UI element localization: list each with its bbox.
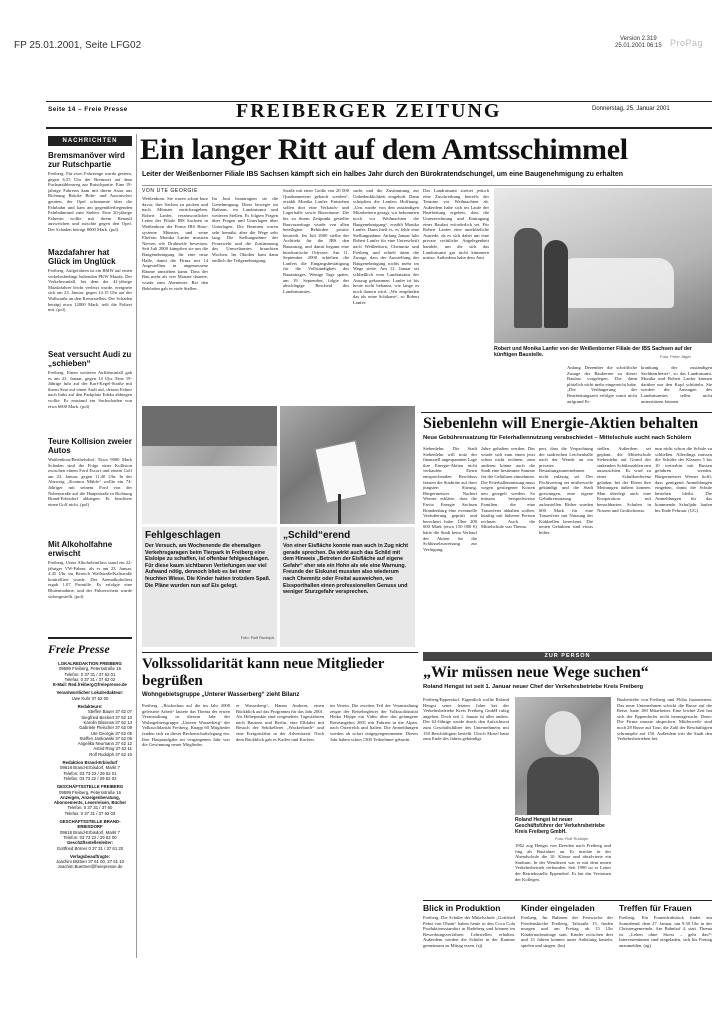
lead-col1: Weißenborn. Sie waren schon kurz davor, ihre Sachen zu packen und nach Münster zurückzugehen. Robert Lanfer, verantwortlicher Leiter der Filiale IBS Sachsen in Weißenborn der Firma IBS Büro-systeme Münster, und seine Ehefrau Monika Lanfer mussten Nerven wie Drahtseile beweisen. Seit Juli 2000 kämpften sie um die Baugenehmigung für eine neue Halle, damit die Firma mit 14 Angestellten in angemessene Räume umziehen kann. Dass der Bau mehr als vier Monate dauerte, wurde zum Abenteuer. Bei den Behörden gab es viele Stellen. — [142, 196, 208, 291]
news-body: Weißenborn/Berthelsdorf. Etwa 9000 Mark Schaden sind die Folge einer Kollision zwischen einem Ford Escort und einem Golf am 23. Januar, gegen 11.40 Uhr. In der Abzweig „Kosmos Mühle“ wollte ein 74-Jähriger mit seinem Ford von der Nebenstraße auf die Hauptstraße in Richtung Brand-Erbisdorf abbiegen. Er beachtete einen Golf nicht. (pol) — [48, 457, 132, 507]
contact-line: Uwe Kuhr 37 62 00 — [71, 695, 109, 701]
contact-line: Telefon: 03 73 22 / 29 62 00 — [63, 834, 117, 840]
news-body: Freiberg. Unter Alkoholeinfluss stand ein 22-jähriger VW-Fahrer, als er am 23. Januar, 4.45 Uhr im Bereich Wallstraße/Kaltstraße kontrolliert wurde. Der Atemalkoholtest ergab 1.07 Promille. Es erfolgte eine Blutentnahme, und der Führerschein wurde sichergestellt. (pol) — [48, 560, 132, 599]
news-headline: Seat versucht Audi zu „schieben“ — [48, 350, 132, 368]
photo-snow-shape — [142, 466, 277, 524]
schild-body: Von einer Eisfläche konnte man auch in Zug nicht gerade sprechen. Da wirkt auch das Schild mit dem Hinweis „Betreten der Eisfläche auf eigene Gefahr“ eher wie ein Hohn als wie eine Warnung. Freunde der Eiskunst mussten also wiederum nach Chemnitz oder Freital ausweichen, wo Eissporthallen einen professionellen Genuss und weniger Sturzgefahr versprechen. — [283, 543, 408, 596]
scan-header-left: FP 25.01.2001, Seite LFG02 — [14, 40, 142, 51]
energy-top-rule — [421, 412, 712, 413]
news-headline: Bremsmanöver wird zur Rutschpartie — [48, 151, 125, 169]
zur-person-label — [423, 652, 712, 661]
contact-line: Telefon: 0 37 31 / 37 60 — [67, 805, 113, 811]
contact-section — [48, 704, 132, 757]
news-headline: Teure Kollision zweier Autos — [48, 437, 132, 455]
masthead-bottom-rule — [46, 127, 712, 129]
scan-version-line2: 25.01.2001 06:15 — [615, 43, 662, 49]
masthead-date: Donnerstag, 25. Januar 2001 — [592, 106, 670, 112]
energy-col4: stellen. Außerdem sei geplant, die Mittelschule Siebenlehn auf Grund der sinkenden Schülerzahlen neu auszurichten. Es wird zu einer Schulkonferenz geladen, bei der Eltern ihre Meinungen äußern können. Man überlegt auch eine Kooperation mit benachbarten Schulen in Nossen und Großschirma. — [597, 446, 651, 513]
contact-line: 09618 Brand-Erbisdorf, Markt 7 — [60, 765, 120, 771]
photo-head-shape — [545, 711, 581, 755]
contact-line: Telefon: 0 37 31 / 37 62 01 — [64, 671, 116, 677]
contact-section-title: GESCHÄFTSSTELLE FREIBERG — [56, 784, 124, 790]
energy-headline: Siebenlehn will Energie-Aktien behalten — [423, 415, 699, 432]
contact-section — [48, 661, 132, 687]
short-item-blick — [423, 903, 515, 961]
contact-section-title: Verantwortlicher Lokalredakteur: — [56, 690, 124, 696]
hengst-photo — [515, 697, 611, 815]
scan-watermark: ProPag — [670, 38, 704, 48]
lead-col3: Straße mit einer Größe von 20 000 Quadratmetern gekauft werden“, erzählt Monika Lanfer. Entstehen sollen dort eine Verkaufs- und Lagerhalle sowie Büroräume. Die bis zu ihrem Zeitpunkt gestellte Bauvoranfrage wurde von allen beteiligten Behörden positiv beurteilt. Im Juli 2000 stellte der Architekt für die IBS den Bauantrag, und damit begann eine bürokratische Odyssee. Am 11. September 2000 erhielten die Lanfers die Eingangsbestätigung für die Vollständigkeit des Bauantrages. Wenige Tage später, am 19. September, folgte der abschlägige Bescheid des Landratsamtes. — [283, 188, 349, 294]
contact-line: Telefon: 03 73 22 / 29 62 01 — [63, 770, 117, 776]
contact-line: 09599 Freiberg, Petersstraße 16 — [58, 789, 122, 795]
volks-headline: Volkssolidarität kann neue Mitglieder begrüßen — [142, 656, 385, 689]
hengst-photo-credit: Foto: Rolf Rudolph — [555, 836, 589, 841]
shorts-top-rule — [423, 900, 712, 901]
photo-car-shape — [564, 258, 674, 308]
lead-col7: krankung der zuständigen Sachbearbeiter“, so das Landratsamt. Monika und Robert Lanfer können darüber nur den Kopf schütteln. Sie werden die Aussagen des Landratsamtes selbst nicht unterstützen können. — [641, 365, 712, 404]
short-item-frauen — [619, 903, 712, 961]
contact-line: Geschäftsstellenleiter: — [66, 840, 114, 846]
short-body: Freiberg. Im Rahmen der Festwoche der Friedenskirche Freiberg, Talstraße 15, finden morgen und am Freitag ab 15 Uhr Kindernachmittage statt. Kinder zwischen drei und 13 Jahren können unter Anleitung basteln, spielen und singen. (bn) — [521, 915, 613, 948]
contact-section — [48, 819, 132, 851]
contact-section-title: Redakteure: — [77, 704, 103, 710]
contact-line: Telefax: 0 37 31 / 37 62 02 — [64, 676, 116, 682]
contact-box — [48, 637, 132, 955]
news-item — [48, 350, 132, 432]
contact-line: Telefax: 03 73 22 / 29 62 02 — [63, 775, 117, 781]
lead-subheadline: Leiter der Weißenborner Filiale IBS Sachsen kämpft sich ein halbes Jahr durch den Bürokratendschungel, um eine Baugenehmigung zu erhalten — [142, 171, 624, 178]
contact-line: Anzeigen, Anzeigenberatung, Abonnements, Leserreisen, Bücher — [53, 794, 127, 806]
info-box-body: Der Versuch, am Wochenende die ehemaligen Verkehrsgaragen beim Tierpark in Freiberg eine Eisloipe zu schaffen, ist offenbar fehlgeschlagen. Für diese kaum sichtbaren Vertiefungen war viel Aufwand nötig, dennoch blieb es bei einer feuchten Wiese. Die Kinder hatten trotzdem Spaß. Die Pläne wurden nun auf Eis gelegt. — [145, 543, 271, 589]
schild-box — [280, 527, 415, 647]
scan-version-line1: Version 2.319 — [620, 36, 657, 42]
contact-section-title: GESCHÄFTSSTELLE BRAND-ERBISDORF — [59, 819, 121, 830]
lead-byline: VON UTE GEORGIE — [142, 188, 198, 194]
lead-photo-credit: Foto: Peter Jäger — [660, 354, 691, 359]
lead-photo — [494, 188, 712, 343]
lead-col5: Das Landratsamt streitet jedoch eine Zuschreibung betreffs der Termine vor Weihnachten ab. Außerdem habe sich im Laufe der Bearbeitung ergeben, dass die Unterzeichnung und Eintragung einer Baulast erforderlich sei. Für Robert Lanfer eine unerklärliche Ausrede, da es sich dabei um eine private rechtliche Angelegenheit handele, um die sich das Landratsamt gar nicht kümmern müsse. Außerdem habe dem Amt — [423, 188, 489, 261]
volks-top-rule — [142, 652, 418, 653]
schild-headline: „Schild“erend — [283, 530, 351, 541]
freie-presse-logo: Freie Presse — [48, 642, 110, 656]
zur-person-label-text: ZUR PERSON — [544, 653, 591, 659]
section-label-nachrichten — [48, 136, 132, 146]
lead-sub-rule — [142, 185, 712, 186]
short-body: Freiberg. Die Schüler der Mittelschule „Gottfried Pabst von Ohain“ haben heute in den Coca Cola Produktionsstandort in Radeberg und können im Bewerbungsverfahren Lehrstellen erhalten. Außerdem werden die Schüler in der Kantine gemeinsam zu Mittag essen. (sj) — [423, 915, 515, 948]
sign-photo — [280, 406, 415, 524]
lead-col2: Im Juni beantragten sie die Genehmigung. Diese bewegte im Rathaus, im Landratsamt und weiteren Stellen. Es folgten Fragen über Fragen und Unterlagen über Unterlagen. Die Beamten waren sehr bemüht, aber die Wege sehr lang. Die Stellungnahme der Feuerwehr und die Zustimmung des Umweltamtes brauchten Wochen. Im Oktober kam dann endlich die Teilgenehmigung. — [212, 196, 278, 263]
photo-body-shape — [527, 757, 599, 815]
page-label: Seite 14 – Freie Presse — [48, 106, 128, 113]
energy-col3: pert, dass die Verpachtung der stadtischen Leichenhalle nach der Wende an ein privates Bestattungsunternehmen nicht zulässig sei. Der Pachtvertrag sei mittlerweile gekündigt und die Stadt gezwungen, eine eigene Gebührensatzung aufzustellen. Bisher wurden 600 Mark für eine Trauerfeier mit Nutzung der Kühlzellen berechnet. Die neuen Gebühren sind etwas höher. — [539, 446, 593, 535]
contact-section — [48, 854, 132, 870]
photo-person-shape — [544, 240, 568, 328]
energy-subheadline: Neue Gebührensatzung für Feierhallennutzung verabschiedet – Mittelschule sucht nach Schülern — [423, 435, 692, 441]
contact-line: Angelika Neumann 37 62 12 — [77, 741, 132, 747]
contact-line: Steffen Bauer 37 62 07 — [87, 709, 132, 715]
news-item — [48, 437, 132, 539]
news-headline: Mazdafahrer hat Glück im Unglück — [48, 248, 116, 266]
contact-line: 09618 Brand-Erbisdorf, Markt 7 — [60, 829, 120, 835]
volks-col1: Freiberg. „Rückschau auf die im Jahr 2000 geleistete Arbeit“ lautete das Thema der ersten Veranstaltung in diesem Jahr der Wohngebietsgruppe „Unterer Wasserberg“ der Volkssolidarität Freiberg. Knapp 60 Mitglieder fanden sich zu dieser Rechenschaftslegung ein. Ihre Hauptaufgabe im vergangenen Jahr war die Gewinnung neuer Mitglieder. — [142, 703, 230, 748]
info-box-fehlgeschlagen — [142, 527, 277, 647]
contact-section-title: LOKALREDAKTION FREIBERG — [58, 661, 122, 666]
zur-person-col2: 1962 zog Hengst von Dresden nach Freiberg und fing als Busfahrer an. Er machte in der Abendschule die 10. Klasse und absolvierte ein Studium. In der Wendezeit war er mit dem neuen Verkehrsbetrieb verbunden. Seit 1990 ist er Leiter der Betriebsstelle Eppendorf. Er hat das Vertrauen der Kollegen. — [515, 843, 611, 882]
contact-line: Telefax: 0 37 31 / 37 62 03 — [64, 810, 116, 816]
contact-line: Astrid Ring 37 62 11 — [93, 746, 132, 752]
short-item-kinder — [521, 903, 613, 961]
snow-photo — [142, 406, 277, 524]
volks-col3: im Verein. Die zweiten Teil der Veranstaltung zeigte der Reisebegleiter der Volkssolidarität Heiko Höppe ein Video über das gelungene Reiseangebot 2001 mit Fahrten in die Alpen, nach Österreich und Italien. Die Anmeldungen werden ab sofort entgegengenommen. Dieses Jahr haben schon 1300 Teilnehmer gebucht. — [330, 703, 418, 742]
contact-line: Steffen Jankowski 37 62 06 — [79, 735, 132, 741]
lead-headline: Ein langer Ritt auf dem Amtsschimmel — [140, 133, 628, 166]
contact-section-title: Redaktion Brand-Erbisdorf — [62, 760, 118, 766]
short-headline: Treffen für Frauen — [619, 903, 692, 913]
short-body: Freiberg. Ein Frauenfrühstück findet am Sonnabend, dem 27. Januar, um 9.30 Uhr in der Christengemeinde, Am Bahnhof 4, statt. Thema ist „Leben ohne Stress – geht das?“ Interessentinnen sind eingeladen, sich bis Freitag anzumelden. (ag) — [619, 915, 712, 948]
zur-person-headline: „Wir müssen neue Wege suchen“ — [423, 664, 649, 681]
photo-pole-shape — [338, 494, 341, 524]
short-headline: Kinder eingeladen — [521, 903, 595, 913]
lead-photo-caption: Robert und Monika Lanfer von der Weißenborner Filiale der IBS Sachsen auf der künftigen Baustelle. — [494, 346, 692, 359]
volks-col2: er Wasserberg“, Hanna Andreas, einen Rückblick auf das Programm für das Jahr 2001. Als Höhepunkte sind vorgesehen: Tagesfahrten nach Bautzen und Berlin, eine Elbfahrt mit Besuch der Sektkellerei „Wackerbarth“ und eine Ereignisfahrt in der Adventszeit. Nach dem Rückblick gab es Kaffee und Kuchen. — [236, 703, 324, 742]
masthead-title: FREIBERGER ZEITUNG — [236, 100, 502, 122]
contact-line: Ute Georgie 37 62 05 — [90, 730, 132, 736]
short-headline: Blick in Produktion — [423, 903, 501, 913]
contact-email[interactable]: E-Mail: Red.freiberg@freiepresse.de — [53, 682, 127, 688]
contact-line: Joachim Büttner 37 61 00, 37 61 10 — [55, 859, 125, 865]
news-item — [48, 248, 132, 334]
news-item — [48, 540, 132, 616]
news-headline: Mit Alkoholfahne erwischt — [48, 540, 113, 558]
info-box-headline: Fehlgeschlagen — [145, 530, 221, 541]
contact-line: Gabriele Fleischer 37 62 09 — [79, 725, 132, 731]
energy-col2: Jahre gehalten werden. Das würde sich zum einen jetzt schon nicht rechnen, zum anderen könne auch die Stadt eine bestimmte Summe für die Gebühren einnehmen. Die Feierhallennutzung muss wegen gestiegener Kosten neu geregelt werden. So müssen beispielsweise Familien, die eine Trauerfeier abhalten wollen, künftig mit höheren Preisen rechnen. Auch die Mittelschule war Thema. — [481, 446, 535, 530]
photo-sign-shape — [315, 440, 368, 504]
lead-col6: Anfang Dezember die schriftliche Zusage der Bauherren zu dieser Baulast vorgelegen. Die dann plötzlich nicht mehr eingereicht habe. „Die Verlängerung der Bearbeitungszeit erfolgte somit nicht aufgrund Er- — [567, 365, 637, 404]
energy-col1: Siebenlehn. Die Stadt Siebenlehn will trotz der finanziell angespannten Lage ihre Energie-Aktien nicht verkaufen. Einen entsprechenden Beschluss fassten die Stadträte auf ihrer jüngsten Sitzung. Bürgermeister Norbert Werner erklärte, dass die Envia Energie Sachsen Brandenburg eine eventuelle Veräußerung geprüft und berechnet habe. Über 200 000 Mark (etwa 150 000 €) hätte die Stadt beim Verkauf der Aktien für die Schlüsselzuweisung zur Verfügung. — [423, 446, 477, 552]
zur-person-col1: Freiberg/Eppendorf. Eigentlich wollte Roland Hengst seine letzten Jahre bei der Verkehrsbetriebe Kreis Freiberg GmbH ruhig angehen. Doch seit 1. Januar ist alles anders. Der 62-Jährige wurde durch den Aufsichtsrat zum Geschäftsführer des Unternehmens mit 150 Beschäftigten bestellt. Ulrich Mosel hatte zum Ende des Jahres gekündigt. — [423, 697, 509, 742]
news-body: Freiberg. Einen weiteren Auffahrunfall gab es am 23. Januar, gegen 14 Uhr. Eine 19-Jährige fuhr auf der Karl-Kegel-Straße mit ihrem Seat auf einen Audi auf, dessen Fahrer nach links auf den Parkplatz Edeka abbiegen wollte. Es entstand ein Sachschaden von etwa 6000 Mark. (pol) — [48, 370, 132, 409]
contact-section-title: Verlagsbeauftragte: — [69, 853, 111, 859]
lead-col4: sucht und die Zustimmung zur Unbedenklichkeit eingeholt. Dann schöpften die Lanfers Hoffnung. „Uns wurde von den zuständigen Mitarbeitern gesagt, wir bekommen noch vor Weihnachten die Baugenehmigung“, erzählt Monika Lanfer. Dann hieß es, es fehle eine Stellungnahme. Anfang Januar fuhr Robert Lanfer für eine Unterschrift nach Weißenborn, Chemnitz und Freiberg und erhielt dann die Zusage, dass der Ausstellung der Baugenehmigung nichts mehr im Wege stehe. Am 12. Januar sei schließlich vom Landratsamt der Auszug gekommen. Lanfer ist bis heute nicht bekannt, wie lange es noch dauern wird. „Wir empfinden das als reine Schikane“, so Robert Lanfer. — [353, 188, 419, 305]
news-body: Freiberg. Für zwei Fahrzeuge wurde gestern, gegen 6.55 Uhr der Bremsort auf dem Fuchsmühlenweg zur Rutschpartie. Eine 19-jährige Fahrerin kam mit ihrem Astra aus Richtung Brücke Bohr- und Ausrutscher geraten, der Opel schrammte über die Fahrbahn und kam am gegenüberliegenden Fahrbahnrand zum Stehen. Eine 20-jährige Fahrerin wollte mit ihrem Renault ausweichen und rutschte gegen den Opel. Der Schaden beträgt 8000 Mark. (pol) — [48, 171, 132, 232]
sidebar-separator — [136, 134, 137, 958]
photo-building-shape — [142, 406, 277, 446]
contact-line: Karolin Blossow 37 62 14 — [83, 719, 132, 725]
contact-section — [48, 690, 132, 701]
news-item — [48, 151, 132, 255]
zur-person-subheadline: Roland Hengst ist seit 1. Januar neuer Chef der Verkehrsbetriebe Kreis Freiberg — [423, 684, 644, 690]
volks-subheadline: Wohngebietsgruppe „Unterer Wasserberg“ zieht Bilanz — [142, 692, 300, 698]
section-label-text: NACHRICHTEN — [62, 138, 118, 144]
contact-section — [48, 760, 132, 781]
contact-line: Siegfried Beckert 37 62 10 — [81, 714, 132, 720]
contact-line: Rolf Rudolph 37 62 10 — [89, 751, 132, 757]
zur-person-col3: Busbetriebe von Freiberg und Flöha fusionierten. Das neue Unternehmen schickt die Busse auf die Reise, hatte 180 Mitarbeiter. Eine leichte Zeit hat sich der Eppendorfer nicht herausgesucht. Denn: Die Firma musste abspecken. Mittlerweile sind noch 28 Busse auf Tour, die Zahl der Beschäftigten schrumpfte auf 150. Außerdem tritt die Stadt den Verkehrsbetrieben bei. — [617, 697, 712, 742]
news-body: Freiberg. Aufgefahren ist ein BMW auf einen verkehrsbedingt haltenden PKW Mazda. Der Verkehrsunfall, bei dem der 41-jährige Mazdafahrer leicht verletzt wurde, ereignete sich am 23. Januar, gegen 14.15 Uhr auf der Wallstraße an den Kreuzstellen. Der Schaden beträgt etwa 12000 Mark, teilt die Polizei mit. (pol) — [48, 268, 132, 313]
info-box-credit: Foto: Rolf Rudolph — [240, 635, 274, 640]
photo-person-shape — [514, 228, 542, 328]
contact-section — [48, 784, 132, 816]
contact-line: 09599 Freiberg, Petersstraße 16 — [58, 666, 122, 672]
contact-email[interactable]: Joachim.Buettner@freiepresse.de — [57, 864, 123, 870]
hengst-photo-caption: Roland Hengst ist neuer Geschäftsführer der Verkehrsbetriebe Kreis Freiberg GmbH. — [515, 817, 605, 835]
energy-col5: nun nicht schon die Schule zu schließen. Allerdings müssen die Schüler der Klassen 5 bis 10 weiterhin mit Bussen gefahren werden. Bürgermeister Werner hofft, dass genügend Anmeldungen eingehen, damit die Schule bestehen bleibt. Die Anmeldungen für das kommende Schuljahr laufen bis Ende Februar. (UG) — [655, 446, 712, 513]
contact-line: Gottfried Börner 0 37 31 / 37 61 20 — [56, 845, 124, 851]
